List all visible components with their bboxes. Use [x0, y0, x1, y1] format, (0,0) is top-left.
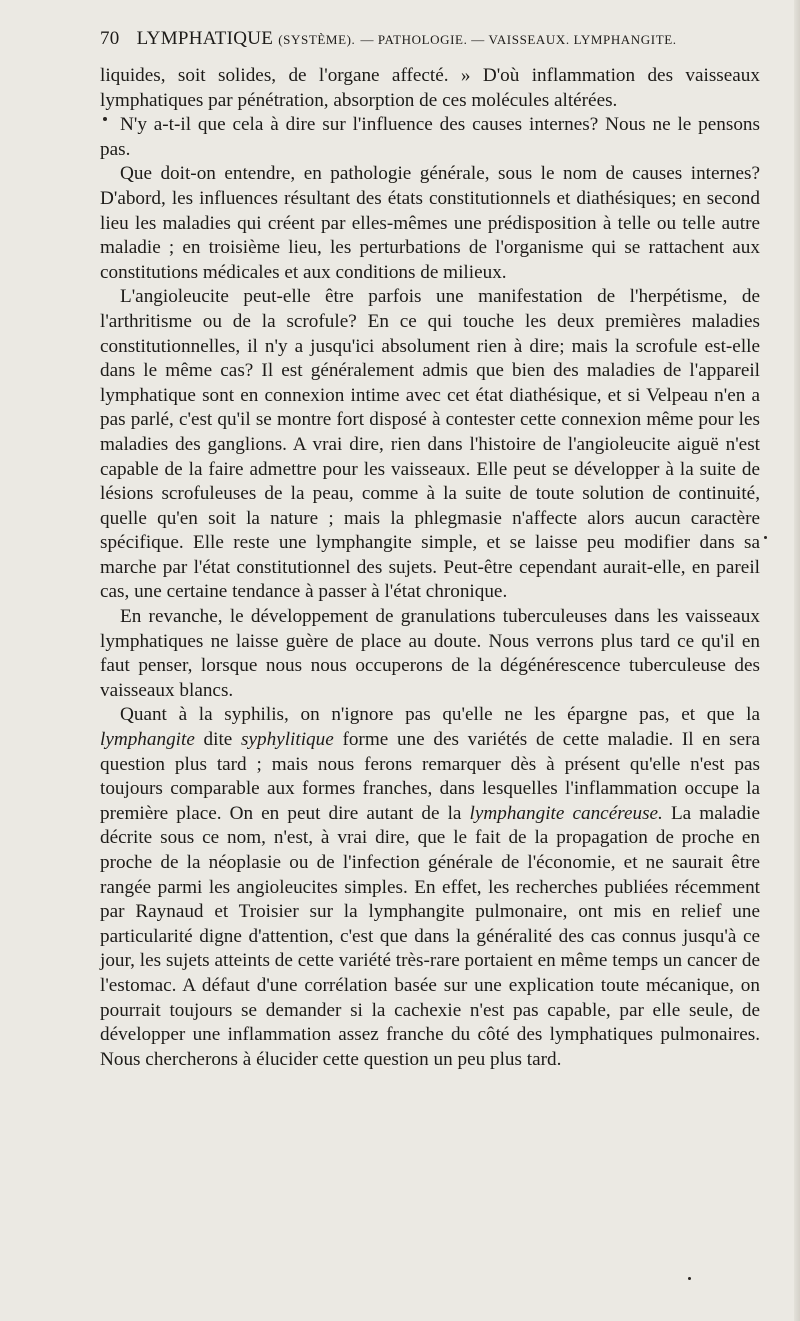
ink-spot	[764, 536, 767, 539]
italic-term: lymphangite cancéreuse.	[469, 802, 663, 824]
page-number: 70	[100, 28, 120, 49]
running-header	[100, 28, 760, 50]
text-run: L'angioleucite peut-elle être parfois une manifestation de l'herpétisme, de l'arthritisme ou de la scrofule? En ce qui touche les deux premières maladies constitutionnelles, il n'y a jusqu'ici absolument rien à dire; mais la scrofule est-elle dans le même cas? Il est généralement admis que bien des maladies de l'appareil lymphatique sont en connexion intime avec cet état diathésique, et si Velpeau n'en a pas parlé, c'est qu'il se montre fort disposé à contester cette connexion même pour les maladies des ganglions. A vrai dire, rien dans l'histoire de l'angioleucite aiguë n'est capable de la faire admettre pour les vaisseaux. Elle peut se développer à la suite de lésions scrofuleuses de la peau, comme à la suite de toute solution de continuité, quelle qu'en soit la nature ; mais la phlegmasie n'affecte alors aucun caractère spécifique. Elle reste une lymphangite simple, et se laisse peu modifier dans sa marche par l'état constitutionnel des sujets. Peut-être cependant aurait-elle, en pareil cas, une certaine tendance à passer à l'état chronique.	[100, 286, 760, 603]
text-run: En revanche, le développement de granulations tuberculeuses dans les vaisseaux lymphatiques ne laisse guère de place au doute. Nous verrons plus tard ce qu'il en faut penser, lorsque nous nous occuperons de la dégénérescence tuberculeuse des vaisseaux blancs.	[100, 606, 760, 701]
text-run: Que doit-on entendre, en pathologie générale, sous le nom de causes internes? D'abord, les influences résultant des états constitutionnels et diathésiques; en second lieu les maladies qui créent par elles-mêmes une prédisposition à telle ou telle autre maladie ; en troisième lieu, les perturbations de l'organisme qui se rattachent aux constitutions médicales et aux conditions de milieux.	[100, 163, 760, 283]
ink-spot	[688, 1277, 691, 1280]
header-title: LYMPHATIQUE	[136, 28, 274, 49]
ink-spot	[103, 117, 107, 121]
text-run: Quant à la syphilis, on n'ignore pas qu'elle ne les épargne pas, et que la	[120, 704, 760, 726]
text-run: N'y a-t-il que cela à dire sur l'influence des causes internes? Nous ne le pensons pas.	[100, 114, 760, 160]
body-text	[100, 64, 760, 1072]
paragraph	[100, 285, 760, 605]
text-run: dite	[194, 729, 242, 751]
italic-term: lymphangite	[100, 729, 195, 751]
text-run: liquides, soit solides, de l'organe affecté. » D'où inflammation des vaisseaux lymphatiques par pénétration, absorption de ces molécules altérées.	[100, 65, 760, 111]
text-run: La maladie décrite sous ce nom, n'est, à vrai dire, que le fait de la propagation de proche en proche de la néoplasie ou de l'infection générale de l'économie, et ne saurait être rangée parmi les angioleucites simples. En effet, les recherches publiées récemment par Raynaud et Troisier sur la lymphangite pulmonaire, ont mis en relief une particularité digne d'attention, c'est que dans la généralité des cas connus jusqu'à ce jour, les sujets atteints de cette variété très-rare portaient en même temps un cancer de l'estomac. A défaut d'une corrélation basée sur une explication toute mécanique, on pourrait toujours se demander si la cachexie n'est pas capable, par elle seule, de développer une inflammation assez franche du côté des lymphatiques pulmonaires. Nous chercherons à élucider cette question un peu plus tard.	[100, 802, 761, 1070]
paragraph	[100, 605, 760, 703]
header-subtitle: (SYSTÈME).	[278, 32, 356, 47]
paragraph	[100, 162, 760, 285]
text-run: forme une des variétés de cette maladie. Il en sera question plus tard ; mais nous ferons remarquer dès à présent qu'elle n'est pas toujours comparable aux formes franches, dans lesquelles l'inflammation occupe la première place. On en peut dire autant de la	[100, 729, 760, 824]
header-section: — PATHOLOGIE. — VAISSEAUX. LYMPHANGITE.	[360, 32, 677, 47]
paragraph	[100, 64, 760, 113]
page-edge	[794, 0, 800, 1321]
italic-term: syphylitique	[241, 729, 334, 751]
paragraph	[100, 703, 760, 1072]
paragraph	[100, 113, 760, 162]
